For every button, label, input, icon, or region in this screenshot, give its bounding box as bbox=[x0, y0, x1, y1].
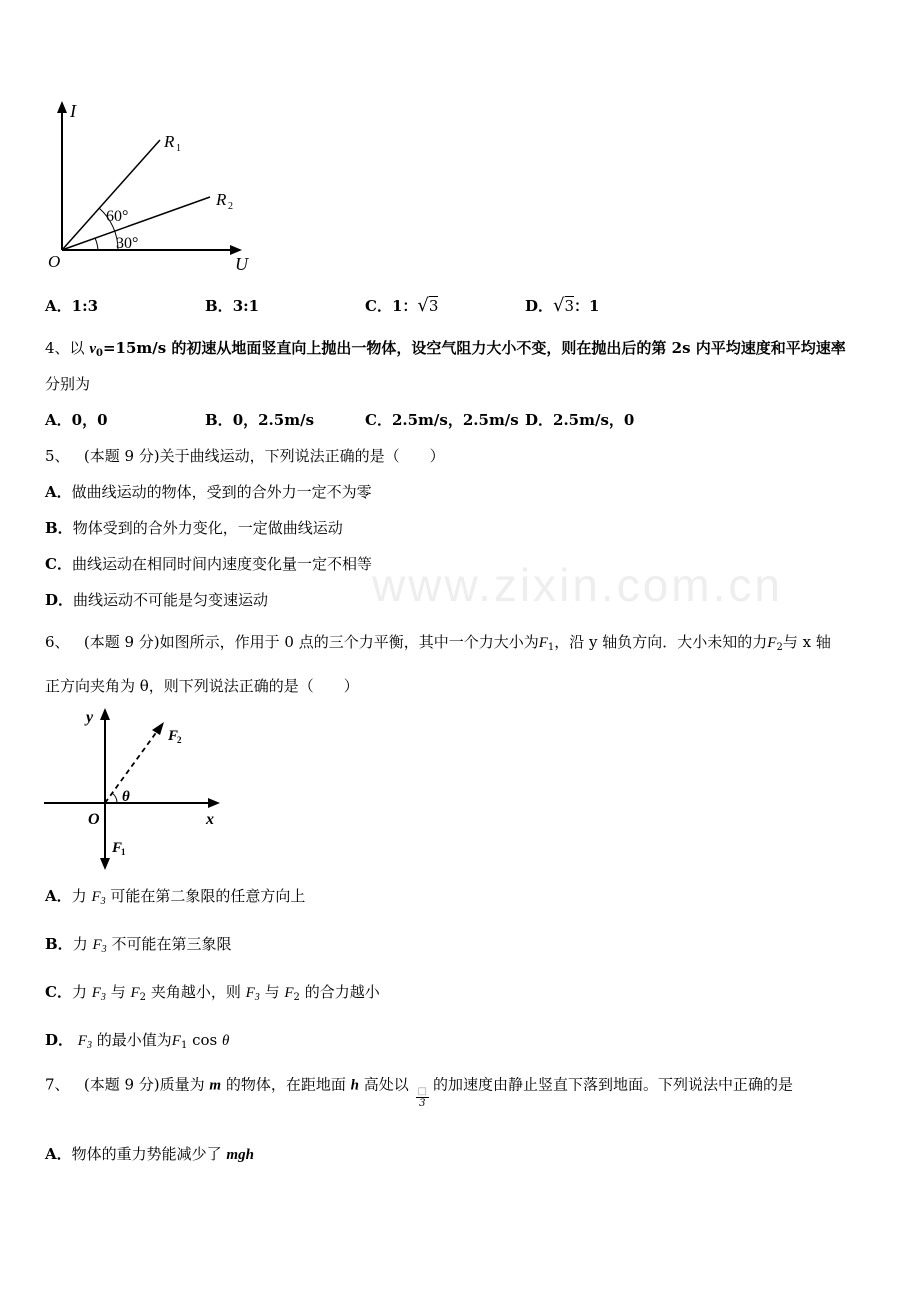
q5-stem: 5、 (本题 9 分)关于曲线运动，下列说法正确的是（ ） bbox=[45, 447, 445, 465]
angle-30-label: 30° bbox=[116, 235, 139, 252]
f1-sub: 1 bbox=[121, 847, 126, 857]
q7-option-a[interactable]: A．物体的重力势能减少了 mgh bbox=[45, 1145, 254, 1163]
q4-option-c[interactable]: C．2.5m/s，2.5m/s bbox=[365, 411, 519, 429]
r1-label: R bbox=[164, 132, 175, 151]
q6-option-c[interactable]: C．力 $F_3$ 与 $F_2$ 夹角越小，则 $F_3$ 与 $F_2$ 的合力越小 bbox=[45, 983, 380, 1003]
q4-stem-line1: 4、以 $v_0=15m/s$ 的初速从地面竖直向上抛出一物体，设空气阻力大小不变，则在抛出后的第 2s 内平均速度和平均速率 bbox=[45, 339, 846, 359]
f1-arrowhead bbox=[100, 858, 110, 870]
f2-arrowhead bbox=[152, 722, 164, 735]
x-axis-arrow bbox=[208, 798, 220, 808]
q4-option-a[interactable]: A．0，0 bbox=[45, 411, 108, 429]
q6-option-d[interactable]: D． $F_3$ 的最小值为$F_1$ cos θ bbox=[45, 1031, 230, 1051]
q5-option-b[interactable]: B．物体受到的合外力变化，一定做曲线运动 bbox=[45, 519, 343, 537]
q4-option-d[interactable]: D．2.5m/s，0 bbox=[525, 411, 635, 429]
f2-label: F bbox=[168, 728, 179, 744]
q6-option-a[interactable]: A．力 $F_3$ 可能在第二象限的任意方向上 bbox=[45, 887, 306, 907]
q3-option-a[interactable]: A．1:3 bbox=[45, 297, 99, 315]
fraction: $\frac{□}{3}$ bbox=[417, 1086, 427, 1109]
theta-label: θ bbox=[122, 789, 130, 805]
iu-graph-figure bbox=[40, 95, 265, 275]
r2-sub: 2 bbox=[228, 201, 233, 212]
y-axis-label: I bbox=[70, 101, 76, 121]
q4-option-b[interactable]: B．0，2.5m/s bbox=[205, 411, 315, 429]
q7-stem: 7、 (本题 9 分)质量为 m 的物体，在距地面 h 高处以 $\frac{□}{3}$ 的加速度由静止竖直下落到地面。下列说法中正确的是 bbox=[45, 1075, 794, 1109]
y-axis-arrow bbox=[57, 101, 67, 113]
q3-option-d[interactable]: D．√3：1 bbox=[525, 295, 600, 316]
r1-line bbox=[62, 140, 160, 250]
watermark: www.zixin.com.cn bbox=[372, 559, 783, 611]
x-axis-label: x bbox=[206, 811, 214, 828]
theta-arc bbox=[112, 793, 117, 803]
f2-sub: 2 bbox=[177, 735, 182, 745]
origin-label: O bbox=[48, 252, 61, 271]
f1-label: F bbox=[112, 840, 123, 856]
q6-stem-line1: 6、 (本题 9 分)如图所示，作用于 0 点的三个力平衡，其中一个力大小为$F_1$，沿 y 轴负方向．大小未知的力$F_2$与 x 轴 bbox=[45, 633, 831, 653]
r1-sub: 1 bbox=[176, 143, 181, 154]
q6-option-b[interactable]: B．力 $F_3$ 不可能在第三象限 bbox=[45, 935, 232, 955]
angle-arc-30 bbox=[95, 238, 98, 250]
q3-option-c[interactable]: C．1：√3 bbox=[365, 295, 439, 316]
q3-option-b[interactable]: B．3:1 bbox=[205, 297, 260, 315]
q5-option-a[interactable]: A．做曲线运动的物体，受到的合外力一定不为零 bbox=[45, 483, 372, 501]
f2-dashed-line bbox=[105, 730, 158, 803]
q6-stem-line2: 正方向夹角为 θ，则下列说法正确的是（ ） bbox=[45, 677, 359, 695]
q5-option-d[interactable]: D．曲线运动不可能是匀变速运动 bbox=[45, 591, 269, 609]
q4-stem-line2: 分别为 bbox=[45, 375, 91, 393]
y-axis-arrow bbox=[100, 708, 110, 720]
x-axis-label: U bbox=[235, 254, 248, 274]
force-diagram-figure bbox=[40, 700, 230, 870]
origin-label: O bbox=[88, 811, 100, 828]
r2-label: R bbox=[216, 190, 227, 209]
angle-60-label: 60° bbox=[106, 208, 129, 225]
y-axis-label: y bbox=[86, 709, 94, 726]
q5-option-c[interactable]: C．曲线运动在相同时间内速度变化量一定不相等 bbox=[45, 555, 372, 573]
